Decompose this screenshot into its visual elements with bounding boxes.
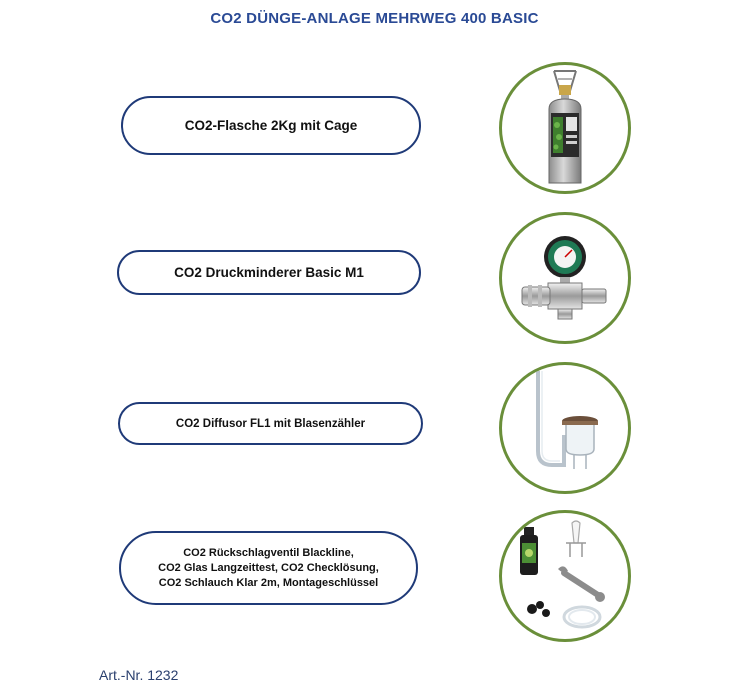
item-label-line: CO2 Druckminderer Basic M1 — [174, 265, 364, 280]
accessory-set-icon — [502, 513, 628, 639]
glass-diffuser-image — [499, 362, 631, 494]
item-label-line: CO2 Rückschlagventil Blackline, — [183, 546, 354, 559]
item-label-diffuser — [118, 402, 423, 445]
pressure-regulator-image — [499, 212, 631, 344]
item-label-line: CO2 Schlauch Klar 2m, Montageschlüssel — [158, 576, 379, 589]
co2-bottle-image — [499, 62, 631, 194]
item-label-bottle — [121, 96, 421, 155]
item-label-line: CO2-Flasche 2Kg mit Cage — [184, 118, 358, 133]
glass-diffuser-icon — [502, 365, 628, 491]
page-title: CO2 DÜNGE-ANLAGE MEHRWEG 400 BASIC — [210, 10, 539, 27]
co2-bottle-icon — [502, 65, 628, 191]
item-label-line: CO2 Glas Langzeittest, CO2 Checklösung, — [158, 561, 379, 574]
article-number: Art.-Nr. 1232 — [99, 667, 179, 683]
pressure-regulator-icon — [502, 215, 628, 341]
item-label-accessories — [119, 531, 418, 605]
item-label-line: CO2 Diffusor FL1 mit Blasenzähler — [175, 417, 366, 430]
accessory-set-image — [499, 510, 631, 642]
item-label-regulator — [117, 250, 421, 295]
